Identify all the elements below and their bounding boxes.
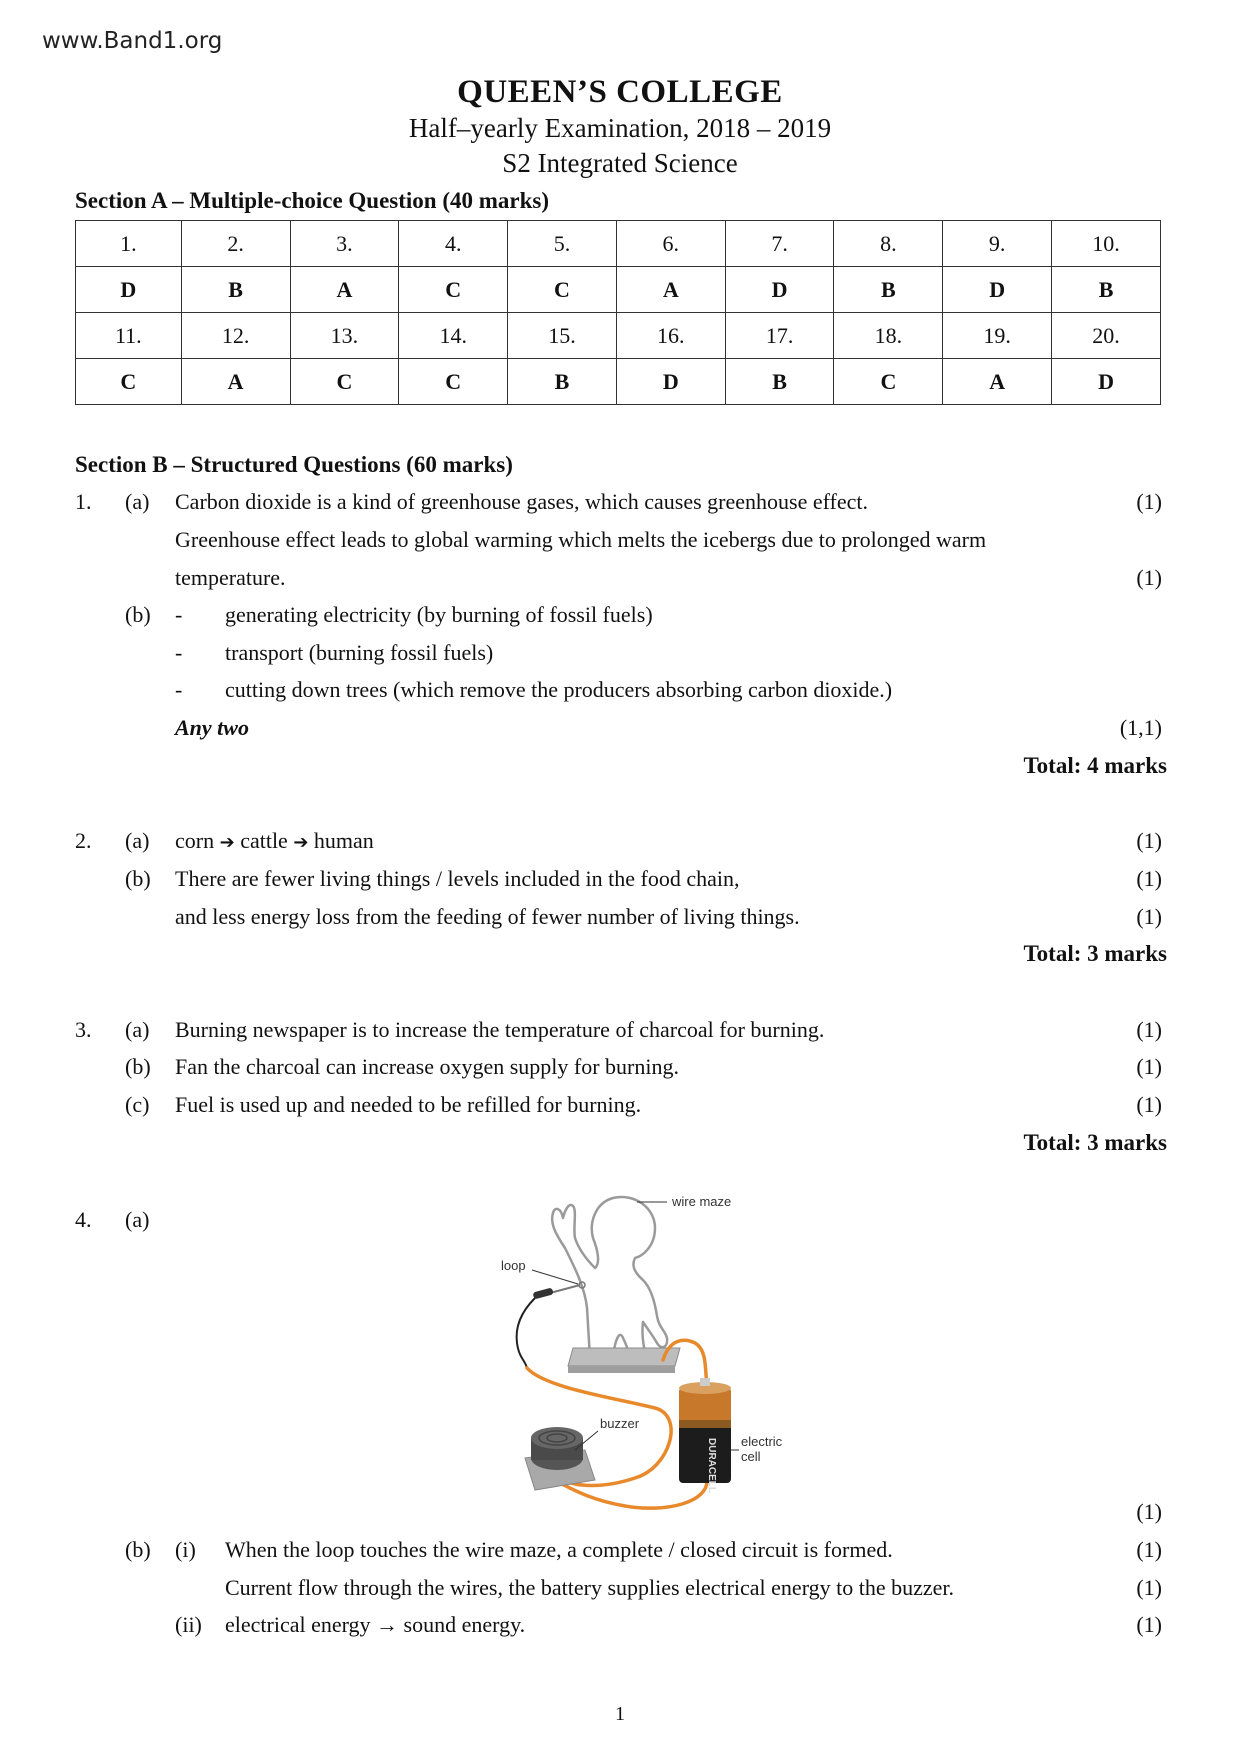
part-label: (c) [125,1092,150,1117]
question-number: 4. [75,1207,92,1232]
table-cell: D [943,267,1052,313]
page-title: QUEEN’S COLLEGE [457,74,783,110]
page-number: 1 [615,1703,625,1725]
table-cell: 15. [508,313,617,359]
subpart-label: (ii) [175,1612,202,1637]
arrow-right-icon: ➔ [293,832,309,853]
table-cell: 10. [1052,221,1161,267]
mark: (1) [1136,565,1162,590]
table-cell: B [834,267,943,313]
table-cell: B [1052,267,1161,313]
table-cell: C [834,359,943,405]
section-a-heading: Section A – Multiple-choice Question (40 marks) [75,188,550,213]
mark: (1) [1136,828,1162,853]
answer-text: temperature. [175,565,286,590]
table-cell: C [508,267,617,313]
part-label: (b) [125,1537,151,1562]
organism-human: human [313,828,374,853]
answer-text: When the loop touches the wire maze, a complete / closed circuit is formed. [225,1537,893,1562]
question-number: 1. [75,489,92,514]
answer-text: and less energy loss from the feeding of fewer number of living things. [175,904,800,929]
part-label: (a) [125,489,150,514]
battery-brand-label: DURACELL [706,1438,717,1493]
answer-text: There are fewer living things / levels included in the food chain, [175,866,740,891]
bullet: - [175,677,183,702]
table-cell: A [616,267,725,313]
electric-cell-label-1: electric [741,1434,783,1449]
buzzer-label: buzzer [600,1416,640,1431]
list-item: transport (burning fossil fuels) [225,640,494,665]
note-any-two: Any two [175,715,249,740]
table-cell: 13. [290,313,399,359]
question-number: 3. [75,1017,92,1042]
loop-label: loop [501,1258,526,1273]
mark: (1) [1136,904,1162,929]
table-cell: 5. [508,221,617,267]
table-cell: B [508,359,617,405]
list-item: generating electricity (by burning of fossil fuels) [225,602,653,627]
mark: (1) [1136,1537,1162,1562]
table-cell: A [290,267,399,313]
part-label: (a) [125,1017,150,1042]
answer-text: Current flow through the wires, the battery supplies electrical energy to the buzzer. [225,1575,955,1600]
mcq-answer-table [75,220,1161,405]
list-item: cutting down trees (which remove the producers absorbing carbon dioxide.) [225,677,893,702]
wire-maze-circuit-diagram [495,1188,815,1513]
mark: (1) [1136,1092,1162,1117]
table-cell: D [616,359,725,405]
table-cell: 3. [290,221,399,267]
table-cell: A [181,359,290,405]
table-cell: C [76,359,182,405]
answer-text: electrical energy → sound energy. [225,1612,526,1637]
table-cell: 20. [1052,313,1161,359]
bullet: - [175,640,183,665]
table-cell: D [76,267,182,313]
table-cell: 16. [616,313,725,359]
battery-icon [679,1378,731,1493]
answer-text: Fan the charcoal can increase oxygen supply for burning. [175,1054,679,1079]
answer-text: Burning newspaper is to increase the temperature of charcoal for burning. [175,1017,825,1042]
table-cell: C [290,359,399,405]
food-chain [175,828,374,856]
table-row-answers [76,359,1161,405]
electric-cell-label-2: cell [741,1449,761,1464]
answer-text: Fuel is used up and needed to be refilled for burning. [175,1092,642,1117]
subpart-label: (i) [175,1537,196,1562]
table-cell: 4. [399,221,508,267]
subject-subtitle: S2 Integrated Science [502,148,738,178]
exam-subtitle: Half–yearly Examination, 2018 – 2019 [408,113,832,143]
table-row-answers [76,267,1161,313]
organism-cattle: cattle [240,828,288,853]
table-cell: 12. [181,313,290,359]
part-label: (b) [125,602,151,627]
answer-text: Carbon dioxide is a kind of greenhouse gases, which causes greenhouse effect. [175,489,868,514]
part-label: (a) [125,1207,150,1232]
table-cell: 19. [943,313,1052,359]
table-cell: 17. [725,313,834,359]
table-cell: 7. [725,221,834,267]
table-cell: 9. [943,221,1052,267]
table-cell: 8. [834,221,943,267]
question-number: 2. [75,828,92,853]
table-cell: 2. [181,221,290,267]
table-cell: D [1052,359,1161,405]
table-cell: 1. [76,221,182,267]
table-cell: B [725,359,834,405]
mark: (1) [1136,1499,1162,1524]
table-row-question-numbers [76,221,1161,267]
mark: (1) [1136,1612,1162,1637]
arrow-right-icon: ➔ [219,832,235,853]
table-cell: 11. [76,313,182,359]
section-b-heading: Section B – Structured Questions (60 marks) [75,452,513,477]
answer-text: Greenhouse effect leads to global warming which melts the icebergs due to prolonged warm [175,527,987,552]
table-cell: 6. [616,221,725,267]
part-label: (a) [125,828,150,853]
table-cell: 18. [834,313,943,359]
table-cell: D [725,267,834,313]
table-cell: 14. [399,313,508,359]
mark: (1) [1136,1054,1162,1079]
bullet: - [175,602,183,627]
watermark: www.Band1.org [42,28,223,54]
mark: (1) [1136,1575,1162,1600]
mark: (1) [1136,866,1162,891]
part-label: (b) [125,1054,151,1079]
buzzer-icon [525,1427,595,1490]
wire-maze-label: wire maze [672,1194,732,1209]
table-cell: C [399,267,508,313]
mark: (1,1) [1119,715,1162,740]
mark: (1) [1136,489,1162,514]
total-marks: Total: 4 marks [1023,753,1167,778]
mark: (1) [1136,1017,1162,1042]
total-marks: Total: 3 marks [1023,941,1167,966]
table-cell: C [399,359,508,405]
table-cell: B [181,267,290,313]
organism-corn: corn [175,828,215,853]
part-label: (b) [125,866,151,891]
table-cell: A [943,359,1052,405]
wire-maze-icon [552,1197,667,1358]
total-marks: Total: 3 marks [1023,1130,1167,1155]
table-row-question-numbers [76,313,1161,359]
